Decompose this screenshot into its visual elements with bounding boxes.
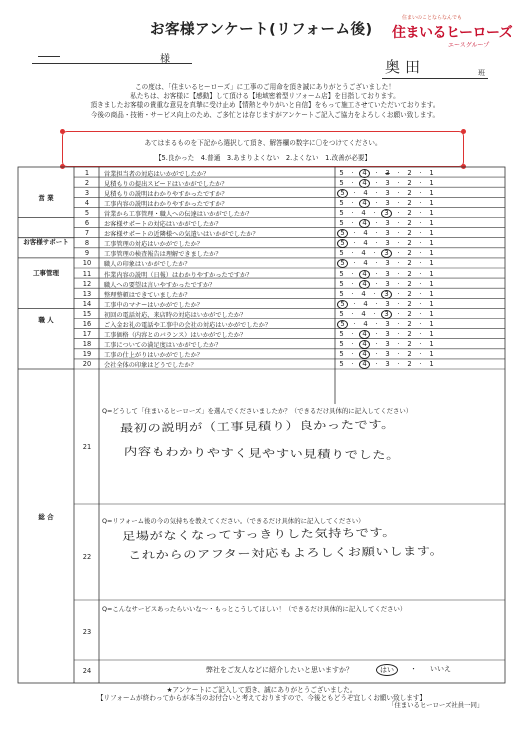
category-support: お客様サポート [23,238,69,246]
rating-option[interactable]: 2 [407,289,412,298]
scale-separator: · [375,239,378,248]
scale-separator: · [375,360,378,369]
handwritten-answer: 足場がなくなってすっきりした気持ちです。 [121,526,397,543]
rating-scale [337,330,467,339]
scale-separator: · [419,249,422,258]
rating-option[interactable]: 2 [407,229,412,238]
rating-option[interactable]: 4 [363,320,368,328]
scale-separator: · [397,229,400,238]
question-number: 15 [82,309,92,318]
scale-separator: · [351,340,354,349]
scale-separator: · [397,188,400,197]
question-number: 23 [82,628,92,636]
rating-option[interactable]: 3 [385,188,390,197]
rating-option[interactable]: 2 [407,259,412,268]
rating-option[interactable]: 1 [429,198,434,207]
question-text: 職人への要望は言いやすかったですか？ [104,281,216,289]
intro-line: 今後の商品・技術・サービス向上のため、ご多忙とは存じますがアンケートご記入ご協力をよろしくお願い致します。 [90,110,440,119]
rating-option[interactable]: 4 [363,239,368,248]
question-text: お客様サポートの対応はいかがでしたか？ [104,221,222,228]
question-text: 見積もりの提出スピードはいかがでしたか？ [104,180,228,188]
scale-separator: · [351,178,354,187]
rating-scale [337,179,467,188]
scale-separator: · [419,350,422,359]
scale-separator: · [419,208,422,217]
question-number: 20 [82,360,92,369]
rating-option[interactable]: 1 [429,219,434,227]
rating-option[interactable]: 5 [339,208,344,217]
rating-option[interactable]: 4 [361,309,366,318]
question-text: 会社全体の印象はどうでしたか？ [104,362,197,370]
scale-separator: · [397,320,400,328]
rating-option[interactable]: 5 [339,178,344,187]
rating-option[interactable]: 2 [407,178,412,187]
rating-option[interactable]: 4 [363,259,368,268]
rating-option[interactable]: 2 [407,208,412,217]
rating-scale [337,350,467,359]
rating-option[interactable]: 5 [339,219,344,227]
rating-legend: 【5.良かった 4.普通 3.あまりよくない 2.よくない 1.改善が必要】 [154,154,372,162]
scale-separator: · [419,168,422,177]
rating-option[interactable]: 3 [385,350,390,359]
question-text: 工事の仕上がりはいかがでしたか？ [104,352,203,360]
footer-message: 【リフォームが終わってからが本当のお付合いと考えておりますので、今後ともどうぞ宜しくお願い致します】 [96,694,427,702]
scale-separator: · [397,279,400,288]
rating-option[interactable]: 2 [407,188,412,197]
handwritten-answer: 最初の説明が（工事見積り）良かったです。 [119,418,396,435]
rating-option[interactable]: 2 [407,360,412,369]
rating-option[interactable]: 3 [385,320,390,328]
scale-separator: · [353,299,356,308]
question-text: 工事内容の説明はわかりやすかったですか？ [104,200,228,208]
open-question-22: Q=リフォーム後の今の気持ちを教えてください。（できるだけ具体的に記入してください） [102,517,365,525]
open-question-21: Q=どうして「住まいるヒーローズ」を選んでくださいましたか？（できるだけ具体的に記入してください） [102,407,413,415]
question-text: 見積もりの説明はわかりやすかったですか？ [104,190,228,198]
rating-option-selected[interactable]: 5 [337,239,348,248]
scale-separator: · [397,340,400,349]
question-number: 14 [82,299,92,308]
intro-line: この度は、「住まいるヒーローズ」に工事のご用命を頂き誠にありがとうございました！ [135,83,395,91]
rating-option[interactable]: 1 [429,350,434,359]
scale-separator: · [375,330,378,339]
open-question-23: Q=こんなサービスあったらいいな～・もっとこうしてほしい！（できるだけ具体的に記入してください） [102,605,407,613]
company-logo: 住まいるヒーローズ [392,25,513,41]
rating-option-selected[interactable]: 4 [359,219,370,228]
scale-separator: · [375,229,378,238]
question-text: 営業から工事管理・職人への伝達はいかがでしたか？ [104,210,253,218]
rating-option[interactable]: 3 [385,279,390,288]
rating-option[interactable]: 1 [429,330,434,339]
survey-title: お客様アンケート(リフォーム後) [150,22,373,38]
rating-option-selected[interactable]: 4 [359,360,370,369]
rating-option[interactable]: 4 [361,249,366,258]
question-text: 作業内容の説明（日報）はわかりやすかったですか？ [104,271,253,279]
rating-option-selected[interactable]: 4 [359,179,370,188]
rating-option[interactable]: 2 [407,249,412,258]
rating-option[interactable]: 5 [339,168,344,177]
rating-option[interactable]: 2 [407,219,412,227]
scale-separator: · [351,208,354,217]
category-construction-mgmt: 工事管理 [33,269,59,277]
rating-option[interactable]: 3 [385,360,390,369]
rating-scale [337,340,467,349]
rating-scale [337,270,467,279]
rating-option[interactable]: 1 [429,269,434,278]
footer-signature: 「住まいるヒーローズ社員一同」 [388,701,484,709]
scale-separator: · [353,229,356,238]
rating-option[interactable]: 1 [429,279,434,288]
rating-option[interactable]: 2 [407,279,412,288]
rating-option[interactable]: 1 [429,168,434,177]
rating-option[interactable]: 3 [385,229,390,238]
scale-separator: · [419,259,422,268]
question-number: 3 [84,188,90,197]
scale-separator: · [375,340,378,349]
handwritten-answer: これからのアフター対応もよろしくお願いします。 [127,544,444,562]
scale-separator: · [375,259,378,268]
scale-separator: · [419,299,422,308]
rating-option[interactable]: 2 [407,320,412,328]
scale-separator: · [397,208,400,217]
scale-separator: · [351,219,354,227]
category-overall: 総 合 [38,513,54,521]
rating-option[interactable]: 3 [385,340,390,349]
rating-scale [337,229,467,238]
rating-option-selected[interactable]: 5 [337,320,348,329]
scale-separator: · [419,340,422,349]
scale-separator: · [375,279,378,288]
scale-separator: · [419,320,422,328]
staff-suffix: 班 [478,69,485,77]
rating-option[interactable]: 2 [407,309,412,318]
rating-option[interactable]: 1 [429,340,434,349]
scale-separator: · [375,350,378,359]
rating-scale [337,300,467,309]
question-text: 工事についての満足度はいかがでしたか？ [104,342,222,350]
rating-scale [337,189,467,198]
intro-line: 頂きましたお客様の貴重な意見を真摯に受け止め【情熱とやりがいと自信】をもって施工させていただいております。 [90,101,440,110]
rating-scale [337,219,467,228]
rating-option-selected[interactable]: 4 [359,169,370,178]
scale-separator: · [397,178,400,187]
question-number: 7 [84,229,90,238]
rating-option[interactable]: 1 [429,299,434,308]
rating-option[interactable]: 2 [407,198,412,207]
scale-separator: · [397,168,400,177]
rating-option-selected[interactable]: 4 [359,330,370,339]
rating-scale [337,290,467,299]
rating-option[interactable]: 5 [339,360,344,369]
rating-scale [337,169,467,178]
scale-separator: · [351,269,354,278]
question-number: 8 [84,239,90,248]
question-text: 初回の電話対応、来店時の対応はいかがでしたか？ [104,311,247,319]
question-number: 19 [82,350,92,359]
rating-option-selected[interactable]: 4 [359,280,370,289]
rating-option[interactable]: 5 [339,249,344,258]
scale-separator: · [397,330,400,339]
rating-option[interactable]: 4 [363,229,368,238]
scale-separator: · [373,289,376,298]
question-number: 4 [84,198,90,207]
question-number: 6 [84,219,90,227]
rating-option[interactable]: 4 [363,188,368,197]
question-number: 17 [82,330,92,339]
scale-separator: · [353,188,356,197]
category-sales: 営 業 [38,194,54,202]
rating-option-selected[interactable]: 3 [381,209,392,218]
scale-separator: · [375,168,378,177]
rating-option[interactable]: 2 [407,350,412,359]
scale-separator: · [419,188,422,197]
question-number: 24 [82,667,92,675]
rating-option[interactable]: 4 [361,289,366,298]
scale-separator: · [419,269,422,278]
scale-separator: · [351,350,354,359]
question-number: 2 [84,178,90,187]
scale-separator: · [419,360,422,369]
scale-separator: · [397,259,400,268]
referral-question: 弊社をご友人などに紹介したいと思いますか？ [206,666,353,674]
rating-option[interactable]: 4 [363,299,368,308]
rating-scale [337,239,467,248]
rating-option-selected[interactable]: 4 [359,270,370,279]
scale-separator: · [397,299,400,308]
scale-separator: · [419,309,422,318]
rating-option-selected[interactable]: 5 [337,300,348,309]
rating-option-selected[interactable]: 3 [381,310,392,319]
question-number: 1 [84,168,90,177]
rating-option-selected[interactable]: 5 [337,259,348,268]
referral-no[interactable]: いいえ [430,665,451,673]
question-number: 13 [82,289,92,298]
scale-separator: · [419,198,422,207]
footer-thanks: ★アンケートにご記入して頂き、誠にありがとうございました。 [166,686,357,694]
scale-separator: · [373,249,376,258]
rating-scale [337,259,467,268]
scale-separator: · [351,360,354,369]
rating-scale [337,320,467,329]
scale-separator: · [373,208,376,217]
scale-separator: · [397,309,400,318]
rating-option[interactable]: 1 [429,229,434,238]
scale-separator: · [353,239,356,248]
scale-separator: · [419,289,422,298]
rating-option[interactable]: 5 [339,350,344,359]
category-craftsmen: 職 人 [38,316,54,324]
rating-option[interactable]: 3 [385,299,390,308]
question-text: 職人の印象はいかがでしたか？ [104,261,191,269]
referral-yes[interactable] [376,664,398,676]
scale-separator: · [351,249,354,258]
rating-option[interactable]: 1 [429,259,434,268]
rating-option[interactable]: 3 [385,269,390,278]
question-text: 工事管理の検査報告は理解できましたか？ [104,251,222,259]
rating-option[interactable]: 5 [339,279,344,288]
rating-option[interactable]: 3 [385,330,390,339]
rating-option[interactable]: 3 [385,239,390,248]
scale-separator: · [419,229,422,238]
rating-scale [337,209,467,218]
rating-scale [337,280,467,289]
scale-separator: · [375,198,378,207]
rating-option[interactable]: 1 [429,178,434,187]
scale-separator: · [375,269,378,278]
rating-option[interactable]: 5 [339,309,344,318]
question-number: 9 [84,249,90,258]
separator: ・ [410,665,417,673]
scale-separator: · [351,330,354,339]
rating-option[interactable]: 2 [407,269,412,278]
question-text: お客様サポートの近隣様への気遣いはいかがでしたか？ [104,231,259,239]
rating-option-selected[interactable]: 5 [337,189,348,198]
scale-separator: · [375,219,378,227]
rating-option[interactable]: 3 [385,259,390,268]
rating-option[interactable]: 5 [339,269,344,278]
rating-option[interactable]: 5 [339,340,344,349]
rating-scale [337,310,467,319]
rating-option[interactable]: 2 [407,299,412,308]
rating-scale [337,199,467,208]
intro-line: 私たちは、お客様に【感動】して頂ける【地域密着型リフォーム店】を目指しております。 [130,92,400,101]
question-number: 10 [82,259,92,268]
rating-option[interactable]: 1 [429,289,434,298]
logo-tagline: 住まいのことならなんでも [402,15,463,21]
rating-option-selected[interactable]: 4 [359,350,370,359]
rating-option-selected[interactable]: 5 [337,229,348,238]
question-text: ご入金お礼の電話や工事中の会社の対応はいかがでしたか？ [104,322,272,329]
yes-label: はい [376,664,398,676]
scale-separator: · [353,259,356,268]
rating-option[interactable]: 1 [429,309,434,318]
question-number: 21 [82,443,92,451]
rating-option[interactable]: 3 [385,198,390,207]
rating-option[interactable]: 5 [339,289,344,298]
scale-separator: · [375,320,378,328]
question-text: 工事管理の対応はいかがでしたか？ [104,241,203,249]
question-text: 工事価格（内容とのバランス）はいかがでしたか？ [104,332,247,340]
rating-scale [337,249,467,258]
question-number: 5 [84,208,90,217]
staff-name-handwritten: 奥田 [385,58,426,76]
scale-separator: · [351,289,354,298]
rating-option[interactable]: 5 [339,330,344,339]
rating-option-selected[interactable]: 4 [359,199,370,208]
scale-separator: · [397,289,400,298]
rating-option[interactable]: 5 [339,198,344,207]
rating-option-selected[interactable]: 4 [359,340,370,349]
rating-option[interactable]: 1 [429,360,434,369]
rating-option-selected[interactable]: 3 [381,290,392,299]
scale-separator: · [375,178,378,187]
question-number: 11 [82,269,92,278]
scale-separator: · [353,320,356,328]
question-number: 12 [82,279,92,288]
rating-option[interactable]: 3 [385,168,390,177]
question-text: 工事中のマナーはいかがでしたか？ [104,301,203,309]
question-number: 16 [82,320,92,328]
question-number: 22 [82,553,92,561]
rating-option[interactable]: 2 [407,239,412,248]
scale-separator: · [397,249,400,258]
rating-option[interactable]: 3 [385,178,390,187]
rating-option[interactable]: 1 [429,239,434,248]
rating-option[interactable]: 2 [407,330,412,339]
rating-option[interactable]: 1 [429,249,434,258]
rating-option[interactable]: 3 [385,219,390,227]
rating-scale [337,360,467,369]
rating-option[interactable]: 2 [407,168,412,177]
scale-separator: · [397,269,400,278]
scale-separator: · [351,198,354,207]
question-text: 営業担当者の対応はいかがでしたか？ [104,170,210,178]
handwritten-answer: 内容もわかりやすく見やすい見積りでした。 [123,445,401,463]
scale-separator: · [397,239,400,248]
logo-group: エースグループ [448,42,490,49]
scale-separator: · [419,279,422,288]
scale-separator: · [419,239,422,248]
scale-separator: · [419,219,422,227]
rating-option[interactable]: 1 [429,320,434,328]
scale-separator: · [419,330,422,339]
rating-option[interactable]: 1 [429,188,434,197]
scale-separator: · [351,309,354,318]
question-number: 18 [82,340,92,349]
rating-option[interactable]: 2 [407,340,412,349]
scale-separator: · [375,299,378,308]
scale-separator: · [397,360,400,369]
instruction-text: あてはまるものを下記から選択して頂き、解答欄の数字に〇をつけてください。 [144,139,382,147]
rating-option[interactable]: 1 [429,208,434,217]
scale-separator: · [375,188,378,197]
scale-separator: · [397,350,400,359]
scale-separator: · [397,219,400,227]
rating-option[interactable]: 4 [361,208,366,217]
scale-separator: · [373,309,376,318]
scale-separator: · [351,279,354,288]
honorific-label: 様 [160,54,170,65]
rating-option-selected[interactable]: 3 [381,249,392,258]
scale-separator: · [419,178,422,187]
question-text: 整理整頓はできていましたか？ [104,291,191,299]
scale-separator: · [351,168,354,177]
scale-separator: · [397,198,400,207]
